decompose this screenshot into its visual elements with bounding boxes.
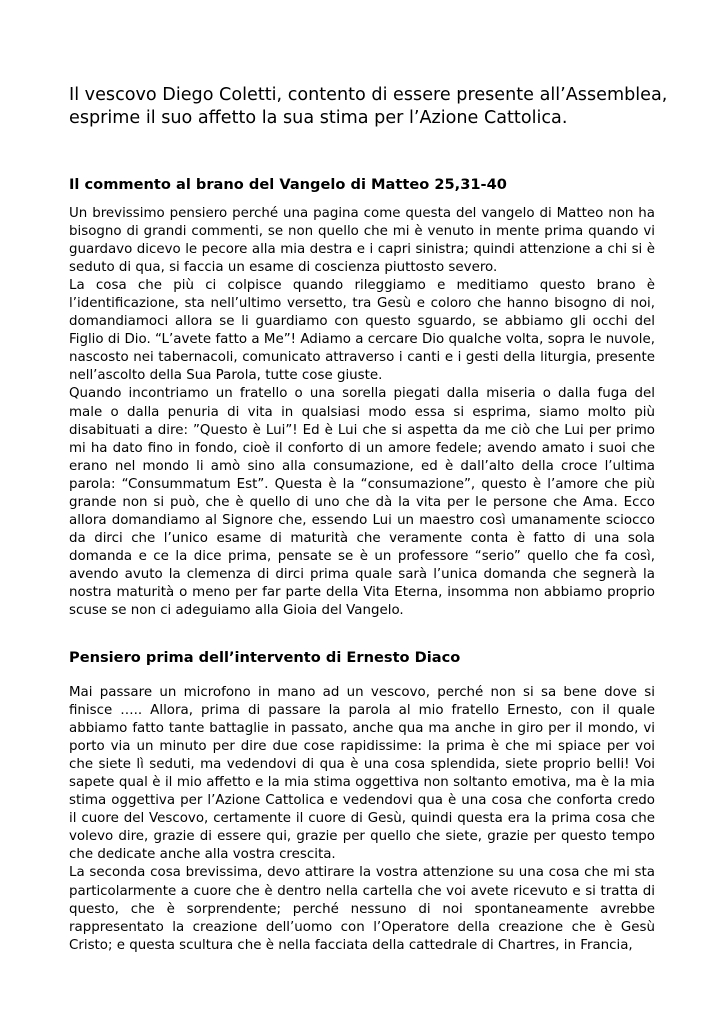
paragraph: La cosa che più ci colpisce quando rileggiamo e meditiamo questo brano è l’identificazione, sta nell’ultimo versetto, tra Gesù e coloro che hanno bisogno di noi, domandiamoci allora se li guardiamo con questo sguardo, se abbiamo gli occhi del Figlio di Dio. “L’avete fatto a Me”! Adiamo a cercare Dio qualche volta, sopra le nuvole, nascosto nei tabernacoli, comunicato attraverso i canti e i gesti della liturgia, presente nell’ascolto della Sua Parola, tutte cose giuste. xyxy=(69,278,655,384)
intro-heading xyxy=(69,84,669,130)
paragraph: Mai passare un microfono in mano ad un vescovo, perché non si sa bene dove si finisce ….. Allora, prima di passare la parola al mio fratello Ernesto, con il quale abbiamo fatto tante battaglie in passato, anche qua ma anche in giro per il mondo, vi porto via un minuto per dire due cose rapidissime: la prima è che mi spiace per voi che siete lì seduti, ma vedendovi di qua è una cosa splendida, siete proprio belli! Voi sapete qual è il mio affetto e la mia stima oggettiva non soltanto emotiva, ma è la mia stima oggettiva per l’Azione Cattolica e vedendovi qua è una cosa che conforta credo il cuore del Vescovo, certamente il cuore di Gesù, quindi questa era la prima cosa che volevo dire, grazie di essere qui, grazie per quello che siete, grazie per questo tempo che dedicate anche alla vostra crescita. xyxy=(69,685,655,863)
section-body-gospel-commentary xyxy=(69,205,655,620)
paragraph: La seconda cosa brevissima, devo attirare la vostra attenzione su una cosa che mi sta particolarmente a cuore che è dentro nella cartella che voi avete ricevuto e si tratta di questo, che è sorprendente; perché nessuno di noi spontaneamente avrebbe rappresentato la creazione dell’uomo con l’Operatore della creazione che è Gesù Cristo; e questa scultura che è nella facciata della cattedrale di Chartres, in Francia, xyxy=(69,865,655,953)
section-body-ernesto-diaco xyxy=(69,684,655,955)
section-title-gospel-commentary: Il commento al brano del Vangelo di Matteo 25,31-40 xyxy=(69,176,507,193)
intro-line-2: esprime il suo affetto la sua stima per l’Azione Cattolica. xyxy=(69,108,568,128)
paragraph: Quando incontriamo un fratello o una sorella piegati dalla miseria o dalla fuga del male o dalla penuria di vita in qualsiasi modo essa si esprima, siamo molto più disabituati a dire: ”Questo è Lui”! Ed è Lui che si aspetta da me ciò che Lui per primo mi ha dato fino in fondo, cioè il conforto di un amore fedele; avendo amato i suoi che erano nel mondo li amò sino alla consumazione, ed è dall’alto della croce l’ultima parola: “Consummatum Est”. Questa è la “consumazione”, questo è l’amore che più grande non si può, che è quello di uno che dà la vita per le persone che Ama. Ecco allora domandiamo al Signore che, essendo Lui un maestro così umanamente sciocco da dirci che l’unico esame di maturità che veramente conta è fatto di una sola domanda e ce la dice prima, pensate se è un professore “serio” quello che fa così, avendo avuto la clemenza di dirci prima quale sarà l’unica domanda che segnerà la nostra maturità o meno per far parte della Vita Eterna, insomma non abbiamo proprio scuse se non ci adeguiamo alla Gioia del Vangelo. xyxy=(69,386,655,619)
intro-line-1: Il vescovo Diego Coletti, contento di essere presente all’Assemblea, xyxy=(69,85,668,105)
section-title-ernesto-diaco: Pensiero prima dell’intervento di Ernesto Diaco xyxy=(69,649,461,666)
paragraph: Un brevissimo pensiero perché una pagina come questa del vangelo di Matteo non ha bisogno di grandi commenti, se non quello che mi è venuto in mente prima quando vi guardavo dicevo le pecore alla mia destra e i capri sinistra; quindi attenzione a chi si è seduto di qua, si faccia un esame di coscienza piuttosto severo. xyxy=(69,206,655,276)
